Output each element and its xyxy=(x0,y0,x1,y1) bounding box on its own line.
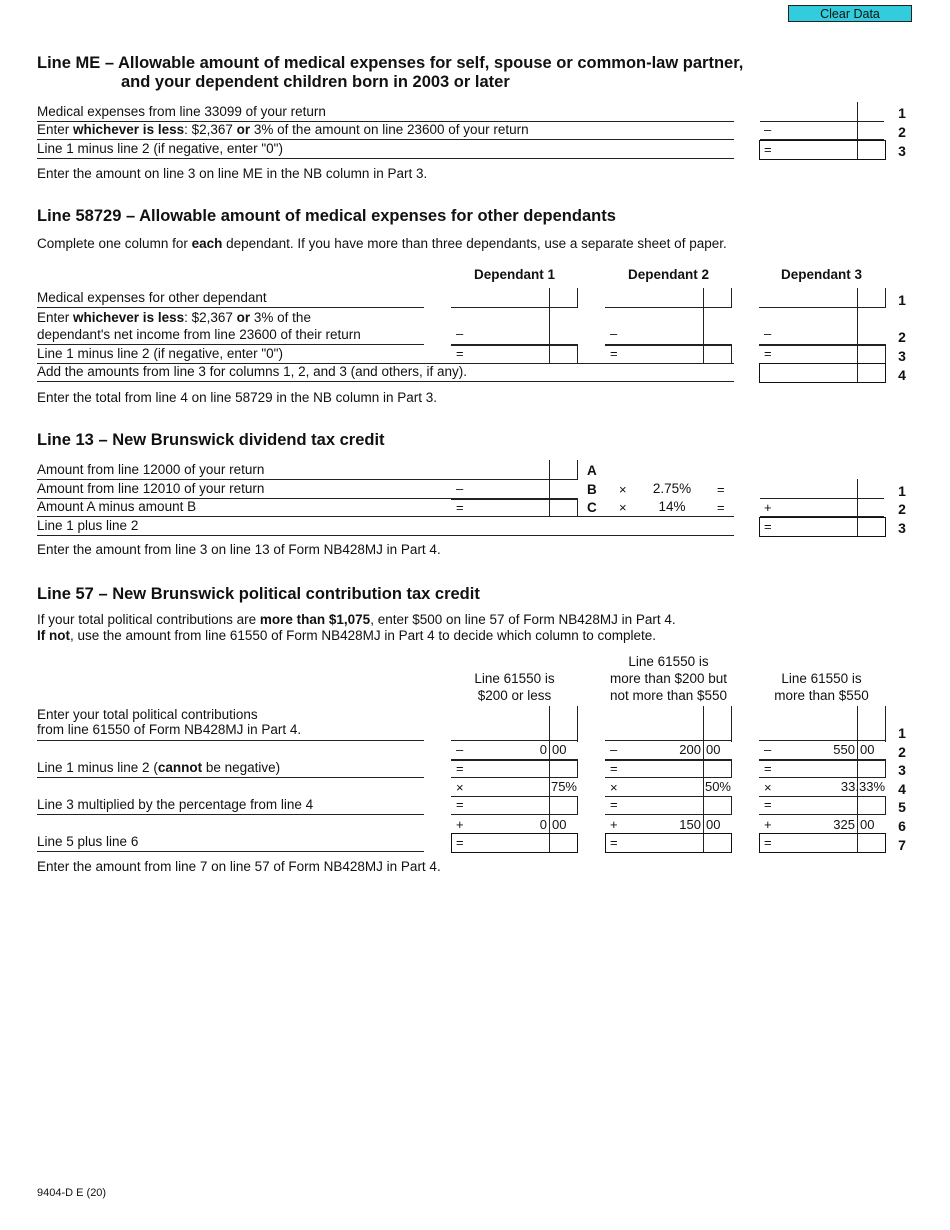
me-row3-label: Line 1 minus line 2 (if negative, enter "0") xyxy=(37,141,283,156)
line-number: 2 xyxy=(898,501,906,517)
plus-sign: + xyxy=(456,817,464,832)
cents-divider xyxy=(857,288,858,363)
cents-divider xyxy=(549,834,550,852)
line-number: 1 xyxy=(898,483,906,499)
line-number: 1 xyxy=(898,292,906,308)
minus-sign: – xyxy=(764,326,772,341)
minus-sign: – xyxy=(456,481,464,496)
l58729-row2-label-b: dependant's net income from line 23600 of their return xyxy=(37,327,361,342)
c2-line5-field[interactable] xyxy=(605,814,732,815)
l13-amount-c-field[interactable] xyxy=(451,516,578,517)
line-number: 3 xyxy=(898,520,906,536)
rate-c: 14% xyxy=(658,499,686,514)
field-edge xyxy=(731,345,732,363)
l13-row4-label: Line 1 plus line 2 xyxy=(37,518,139,533)
equals-sign: = xyxy=(456,761,464,776)
line-number: 3 xyxy=(898,143,906,159)
l13-amount-a-field[interactable] xyxy=(451,479,578,480)
c1-line4-field[interactable] xyxy=(451,796,578,797)
l57-intro-line1: If your total political contributions are more than $1,075, enter $500 on line 57 of Form NB428MJ in Part 4. xyxy=(37,612,676,627)
c1-line6-dollars: 0 xyxy=(539,817,547,832)
c3-line6-cents: 00 xyxy=(860,817,875,832)
c2-line2-cents: 00 xyxy=(706,742,721,757)
c3-line5-field[interactable] xyxy=(759,814,886,815)
l58729-note: Enter the total from line 4 on line 58729 in the NB column in Part 3. xyxy=(37,390,437,405)
divider xyxy=(37,740,424,741)
l58729-row3-label: Line 1 minus line 2 (if negative, enter "0") xyxy=(37,346,283,361)
equals-sign: = xyxy=(610,797,618,812)
l57-row1-label-b: from line 61550 of Form NB428MJ in Part 4. xyxy=(37,722,302,737)
c2-line4-percentage: 50% xyxy=(704,779,731,794)
c3-line6-dollars: 325 xyxy=(833,817,855,832)
equals-sign: = xyxy=(764,797,772,812)
me-title-line1: Line ME – Allowable amount of medical expenses for self, spouse or common-law partner, xyxy=(37,54,744,72)
c2-line6-dollars: 150 xyxy=(679,817,701,832)
equals-sign: = xyxy=(764,835,772,850)
l57-row7-label: Line 5 plus line 6 xyxy=(37,834,139,849)
c3-line2-dollars: 550 xyxy=(833,742,855,757)
me-row1-label: Medical expenses from line 33099 of your return xyxy=(37,104,326,119)
dep2-line2-field[interactable] xyxy=(605,344,732,346)
equals-sign: = xyxy=(456,835,464,850)
plus-sign: + xyxy=(764,500,772,515)
minus-sign: – xyxy=(764,742,772,757)
divider xyxy=(37,344,424,345)
c2-line1-field[interactable] xyxy=(605,740,732,741)
divider xyxy=(37,307,424,308)
line-number: 1 xyxy=(898,105,906,121)
l57-col2-header: Line 61550 is more than $200 but not more than $550 xyxy=(609,654,728,703)
me-line1-field[interactable] xyxy=(760,121,884,122)
c3-line3-field[interactable] xyxy=(759,777,886,778)
line-number: 2 xyxy=(898,329,906,345)
field-edge xyxy=(885,288,886,308)
l58729-row1-label: Medical expenses for other dependant xyxy=(37,290,267,305)
field-edge xyxy=(885,345,886,363)
l57-row1-label-a: Enter your total political contributions xyxy=(37,707,258,722)
l57-col3-header: Line 61550 is more than $550 xyxy=(774,671,869,703)
times-sign: × xyxy=(610,780,618,795)
me-note: Enter the amount on line 3 on line ME in the NB column in Part 3. xyxy=(37,166,428,181)
c3-line2-cents: 00 xyxy=(860,742,875,757)
equals-sign: = xyxy=(764,761,772,776)
c1-line6-cents: 00 xyxy=(552,817,567,832)
line-number: 3 xyxy=(898,348,906,364)
line-number: 6 xyxy=(898,818,906,834)
equals-sign: = xyxy=(456,797,464,812)
c3-line4-field[interactable] xyxy=(759,796,886,797)
c1-line4-percentage: 75% xyxy=(550,779,577,794)
l58729-intro: Complete one column for each dependant. If you have more than three dependants, use a separate sheet of paper. xyxy=(37,236,727,251)
l58729-title: Line 58729 – Allowable amount of medical expenses for other dependants xyxy=(37,207,616,225)
c2-line3-field[interactable] xyxy=(605,777,732,778)
l13-line3-field[interactable] xyxy=(759,517,886,537)
line-number: 4 xyxy=(898,781,906,797)
l57-col1-header: Line 61550 is $200 or less xyxy=(474,671,555,703)
c1-line5-field[interactable] xyxy=(451,814,578,815)
times-sign: × xyxy=(619,482,627,497)
c1-line3-field[interactable] xyxy=(451,777,578,778)
equals-sign: = xyxy=(610,835,618,850)
times-sign: × xyxy=(764,780,772,795)
field-edge xyxy=(577,288,578,308)
c2-line7-field[interactable] xyxy=(605,833,732,853)
label-c: C xyxy=(587,500,597,515)
cents-divider xyxy=(703,834,704,852)
label-b: B xyxy=(587,482,597,497)
l58729-line4-total-field[interactable] xyxy=(759,363,886,383)
minus-sign: – xyxy=(764,122,772,137)
line-number: 2 xyxy=(898,124,906,140)
dependant-2-header: Dependant 2 xyxy=(627,267,709,282)
field-edge xyxy=(577,499,578,517)
divider xyxy=(37,158,734,159)
divider xyxy=(37,139,734,140)
plus-sign: + xyxy=(610,817,618,832)
field-edge xyxy=(885,760,886,778)
minus-sign: – xyxy=(456,326,464,341)
minus-sign: – xyxy=(610,742,618,757)
dep1-line3-field[interactable] xyxy=(451,363,578,364)
cents-divider xyxy=(857,834,858,852)
equals-sign: = xyxy=(717,482,725,497)
dep3-line2-field[interactable] xyxy=(759,344,886,346)
divider xyxy=(37,777,424,778)
equals-sign: = xyxy=(717,500,725,515)
field-edge xyxy=(577,760,578,778)
c2-line2-dollars: 200 xyxy=(679,742,701,757)
dependant-1-header: Dependant 1 xyxy=(473,267,555,282)
divider xyxy=(37,851,424,852)
l57-title: Line 57 – New Brunswick political contribution tax credit xyxy=(37,585,480,603)
field-edge xyxy=(885,797,886,815)
l13-row2-label: Amount from line 12010 of your return xyxy=(37,481,265,496)
minus-sign: – xyxy=(456,742,464,757)
dependant-3-header: Dependant 3 xyxy=(780,267,862,282)
cents-divider xyxy=(857,364,858,382)
l13-amount-b-field[interactable] xyxy=(451,498,578,500)
c2-line2-field[interactable] xyxy=(605,759,732,761)
rate-b: 2.75% xyxy=(652,481,692,496)
form-footer-code: 9404-D E (20) xyxy=(37,1187,107,1199)
l58729-row2-label-a: Enter whichever is less: $2,367 or 3% of the xyxy=(37,310,311,325)
l57-intro-line2: If not, use the amount from line 61550 of Form NB428MJ in Part 4 to decide which column to complete. xyxy=(37,628,657,643)
field-edge xyxy=(577,460,578,480)
c1-line2-dollars: 0 xyxy=(539,742,547,757)
dep3-line1-field[interactable] xyxy=(759,307,886,308)
divider xyxy=(37,381,734,382)
minus-sign: – xyxy=(610,326,618,341)
dep2-line1-field[interactable] xyxy=(605,307,732,308)
divider xyxy=(37,535,734,536)
l13-title: Line 13 – New Brunswick dividend tax credit xyxy=(37,431,385,449)
divider xyxy=(37,516,734,517)
line-number: 5 xyxy=(898,799,906,815)
times-sign: × xyxy=(456,780,464,795)
field-edge xyxy=(577,706,578,742)
me-line3-field[interactable] xyxy=(759,140,886,160)
line-number: 1 xyxy=(898,725,906,741)
c1-line2-field[interactable] xyxy=(451,759,578,761)
equals-sign: = xyxy=(764,346,772,361)
equals-sign: = xyxy=(764,142,772,157)
equals-sign: = xyxy=(610,346,618,361)
line-number: 7 xyxy=(898,837,906,853)
cents-divider xyxy=(857,141,858,159)
cents-divider xyxy=(549,288,550,363)
l57-row5-label: Line 3 multiplied by the percentage from line 4 xyxy=(37,797,314,812)
divider xyxy=(37,814,424,815)
field-edge xyxy=(731,797,732,815)
l13-row3-label: Amount A minus amount B xyxy=(37,499,197,514)
c2-line6-cents: 00 xyxy=(706,817,721,832)
c3-line7-field[interactable] xyxy=(759,833,886,853)
line-number: 2 xyxy=(898,744,906,760)
line-number: 3 xyxy=(898,762,906,778)
dep1-line2-field[interactable] xyxy=(451,344,578,346)
c1-line1-field[interactable] xyxy=(451,740,578,741)
dep2-line3-field[interactable] xyxy=(605,363,732,364)
equals-sign: = xyxy=(764,519,772,534)
plus-sign: + xyxy=(764,817,772,832)
equals-sign: = xyxy=(610,761,618,776)
label-a: A xyxy=(587,463,597,478)
c1-line2-cents: 00 xyxy=(552,742,567,757)
c1-line7-field[interactable] xyxy=(451,833,578,853)
field-edge xyxy=(577,345,578,363)
cents-divider xyxy=(857,518,858,536)
c3-line4-percentage: 33.33% xyxy=(840,779,885,794)
c3-line1-field[interactable] xyxy=(759,740,886,741)
field-edge xyxy=(731,288,732,308)
me-title-line2: and your dependent children born in 2003 or later xyxy=(121,73,510,91)
field-edge xyxy=(577,797,578,815)
l57-row3-label: Line 1 minus line 2 (cannot be negative) xyxy=(37,760,281,775)
times-sign: × xyxy=(619,500,627,515)
dep1-line1-field[interactable] xyxy=(451,307,578,308)
field-edge xyxy=(731,706,732,742)
equals-sign: = xyxy=(456,500,464,515)
me-row2-label: Enter whichever is less: $2,367 or 3% of the amount on line 23600 of your return xyxy=(37,122,529,137)
line-number: 4 xyxy=(898,367,906,383)
l58729-row4-label: Add the amounts from line 3 for columns 1, 2, and 3 (and others, if any). xyxy=(37,364,467,379)
cents-divider xyxy=(703,288,704,363)
l13-line1-field[interactable] xyxy=(760,498,884,499)
field-edge xyxy=(731,760,732,778)
equals-sign: = xyxy=(456,346,464,361)
c3-line2-field[interactable] xyxy=(759,759,886,761)
l13-row1-label: Amount from line 12000 of your return xyxy=(37,462,265,477)
l13-note: Enter the amount from line 3 on line 13 of Form NB428MJ in Part 4. xyxy=(37,542,441,557)
c2-line4-field[interactable] xyxy=(605,796,732,797)
field-edge xyxy=(885,706,886,742)
l57-note: Enter the amount from line 7 on line 57 of Form NB428MJ in Part 4. xyxy=(37,859,441,874)
clear-data-button[interactable]: Clear Data xyxy=(788,5,912,22)
cents-divider xyxy=(549,460,550,517)
